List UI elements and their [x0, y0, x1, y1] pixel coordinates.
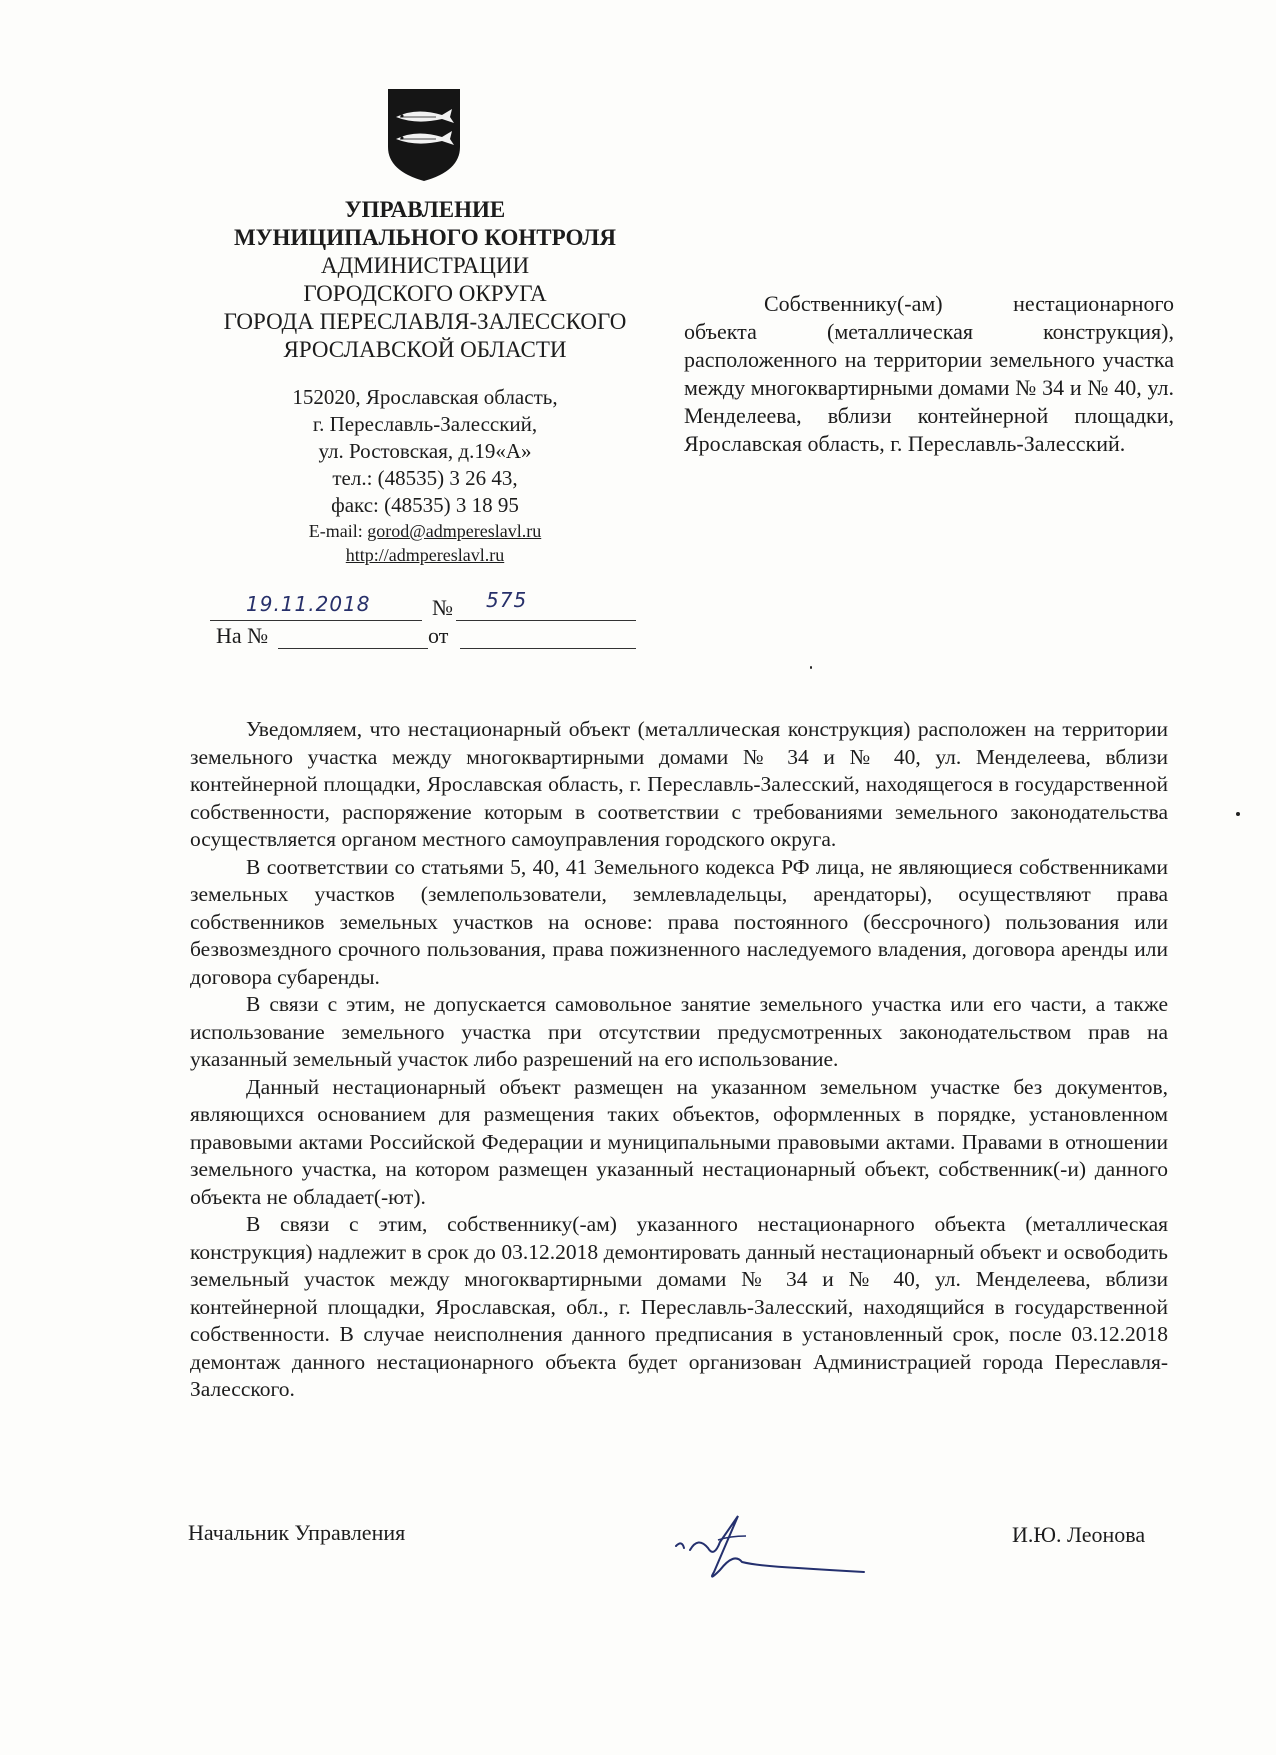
address-line-1: 152020, Ярославская область,: [292, 385, 558, 409]
letterhead: [180, 196, 670, 364]
reply-number-line: [278, 648, 428, 649]
paragraph-3: В связи с этим, не допускается самовольное занятие земельного участка или его части, а также использование земельного участка при отсутствии предусмотренных законодательством прав на указанный земельный участок либо разрешений на его использование.: [190, 992, 1168, 1071]
paragraph-4: Данный нестационарный объект размещен на указанном земельном участке без документов, являющихся основанием для размещения таких объектов, оформленных в порядке, установленном правовыми актами Российской Федерации и муниципальными правовыми актами. Правами в отношении земельного участка, на котором размещен указанный нестационарный объект, собственник(-и) данного объекта не обладает(-ют).: [190, 1074, 1168, 1209]
from-label: от: [428, 623, 449, 648]
org-name-line-6: ЯРОСЛАВСКОЙ ОБЛАСТИ: [283, 337, 567, 362]
org-name-line-1: УПРАВЛЕНИЕ: [344, 197, 506, 222]
paragraph-1: Уведомляем, что нестационарный объект (металлическая конструкция) расположен на территории земельного участка между многоквартирными домами № 34 и № 40, ул. Менделеева, вблизи контейнерной площадки, Ярославская область, г. Переславль-Залесский, находящегося в государственной собственности, распоряжение которым в соответствии с требованиями земельного законодательства осуществляется органом местного самоуправления городского округа.: [190, 717, 1168, 851]
outgoing-reg-row: [210, 588, 635, 622]
paragraph-2: В соответствии со статьями 5, 40, 41 Земельного кодекса РФ лица, не являющиеся собственниками земельных участков (землепользователи, землевладельцы, арендаторы), осуществляют права собственников земельных участков на основе: права постоянного (бессрочного) пользования или безвозмездного срочного пользования, права пожизненного наследуемого владения, договора аренды или договора субаренды.: [190, 854, 1168, 989]
paragraph-5: В связи с этим, собственнику(-ам) указанного нестационарного объекта (металлическая конструкция) надлежит в срок до 03.12.2018 демонтировать данный нестационарный объект и освободить земельный участок между многоквартирными домами № 34 и № 40, ул. Менделеева, вблизи контейнерной площадки, Ярославская, обл., г. Переславль-Залесский, находящийся в государственной собственности. В случае неисполнения данного предписания в установленный срок, после 03.12.2018 демонтаж данного нестационарного объекта будет организован Администрацией города Переславля-Залесского.: [190, 1212, 1168, 1401]
email-link[interactable]: gorod@admpereslavl.ru: [367, 521, 542, 541]
coat-of-arms-icon: [386, 87, 462, 183]
letter-body: [190, 716, 1168, 1404]
handwritten-date: 19.11.2018: [246, 592, 371, 616]
handwritten-number: 575: [486, 588, 528, 612]
address-line-3: ул. Ростовская, д.19«А»: [318, 439, 532, 463]
email-label: E-mail:: [308, 521, 368, 541]
reply-date-line: [460, 648, 636, 649]
org-name-line-2: МУНИЦИПАЛЬНОГО КОНТРОЛЯ: [233, 225, 617, 250]
org-name-line-3: АДМИНИСТРАЦИИ: [320, 253, 530, 278]
email-row: [240, 519, 610, 543]
reply-label: На №: [216, 623, 269, 648]
signatory-name: И.Ю. Леонова: [1012, 1522, 1146, 1547]
addressee-block: Собственнику(-ам) нестационарного объекта (металлическая конструкция), расположенного на территории земельного участка между многоквартирными домами № 34 и № 40, ул. Менделеева, вблизи контейнерной площадки, Ярославская область, г. Переславль-Залесский.: [684, 291, 1174, 456]
phone: тел.: (48535) 3 26 43,: [332, 466, 518, 490]
org-name-line-4: ГОРОДСКОГО ОКРУГА: [303, 281, 547, 306]
number-line: [456, 620, 636, 621]
org-address: [240, 384, 610, 567]
handwritten-signature-icon: [668, 1506, 868, 1586]
website-link[interactable]: http://admpereslavl.ru: [345, 545, 505, 565]
signatory-title: Начальник Управления: [188, 1520, 406, 1545]
scan-speck: [810, 666, 812, 669]
org-name-line-5: ГОРОДА ПЕРЕСЛАВЛЯ-ЗАЛЕССКОГО: [223, 309, 627, 334]
number-label: №: [432, 595, 453, 620]
scan-speck: [1236, 812, 1240, 816]
address-line-2: г. Переславль-Залесский,: [312, 412, 538, 436]
fax: факс: (48535) 3 18 95: [331, 493, 519, 517]
reply-reg-row: [210, 622, 635, 650]
date-line: [210, 620, 422, 621]
